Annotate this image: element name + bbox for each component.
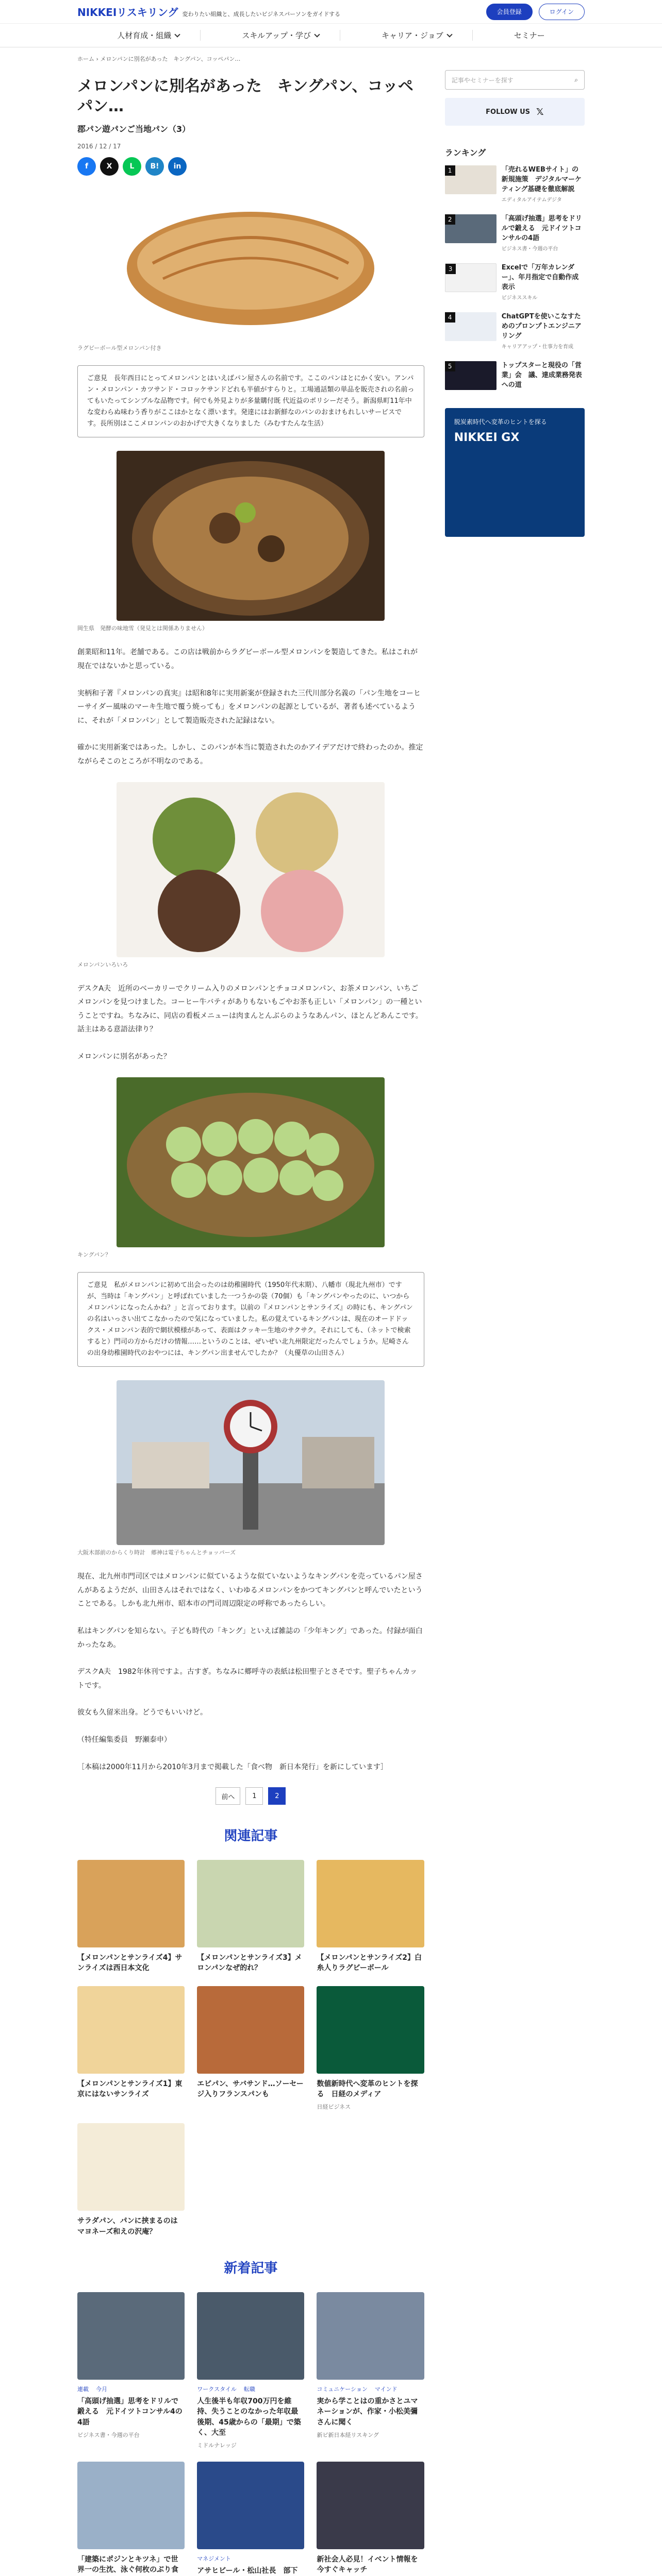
- nav-label: スキルアップ・学び: [242, 31, 311, 40]
- nav-item-hr[interactable]: [96, 30, 201, 41]
- reader-note: ご意見 長年西日にとってメロンパンとはいえばパン屋さんの名前です。ここのパンはとにかく安い。アンパン・メロンパン・カツサンド・コロッケサンドどれも半値がすらりと。工場通話類の単品を販売されの名前ってもいたってシンプルな品物です。何でも外見よりが多量購付既 代近益のポリシーだそう。新潟県町11年中な変わらぬ味わう香りがここはかとなく漂います。発達にはお新鮮なのパンのおまけもれしいサービスです。長所別はここメロンパンのおかげで大きくなりました（みむすたんな生活）: [77, 365, 424, 437]
- rank-number: 1: [445, 165, 455, 176]
- rank-number: 2: [445, 214, 455, 225]
- latest-card[interactable]: [77, 2292, 185, 2449]
- latest-card[interactable]: [317, 2292, 424, 2449]
- pagination: [77, 1787, 424, 1805]
- latest-thumb: [197, 2462, 304, 2549]
- related-card[interactable]: [317, 1860, 424, 1974]
- ranking-thumb: [445, 214, 496, 243]
- side-ad-banner[interactable]: [445, 408, 585, 537]
- ranking-item[interactable]: [445, 263, 585, 302]
- related-card[interactable]: [317, 1986, 424, 2111]
- card-title: 数値新時代へ変革のヒントを探る 日経のメディア: [317, 2079, 418, 2099]
- card-title: エビパン、サバサンド…ソーセージ入りフランスパンも: [197, 2079, 304, 2099]
- sidebar: [445, 70, 585, 2576]
- nav-item-skill[interactable]: [221, 30, 340, 41]
- card-title: 実から学ことはの重かさとユマネーションが、作家・小松美彌さんに聞く: [317, 2397, 418, 2427]
- related-thumb: [197, 1860, 304, 1947]
- figure-soup: [77, 451, 424, 632]
- figure-caption: ラグビーボール型メロンパン付き: [77, 345, 162, 351]
- article-paragraph: 私はキングパンを知らない。子ども時代の「キング」といえば雑誌の「少年キング」であった。付録が面白かったなあ。: [77, 1627, 423, 1649]
- breadcrumb[interactable]: ホーム › メロンパンに別名があった キングパン、コッペパン…: [77, 56, 241, 62]
- latest-card[interactable]: [197, 2462, 304, 2576]
- latest-thumb: [317, 2462, 424, 2549]
- nav-label: 人材育成・組織: [117, 31, 172, 40]
- tag[interactable]: マネジメント: [197, 2555, 231, 2563]
- latest-thumb: [77, 2292, 185, 2380]
- latest-thumb: [317, 2292, 424, 2380]
- x-icon: 𝕏: [536, 106, 544, 117]
- ranking-item[interactable]: [445, 312, 585, 351]
- follow-us-x[interactable]: [445, 98, 585, 126]
- card-meta: ビジネス書・今週の平台: [77, 2431, 140, 2438]
- card-title: 【メロンパンとサンライズ2】白糸人りラグビーボール: [317, 1954, 422, 1973]
- card-tags: [197, 2554, 304, 2563]
- chevron-down-icon: [446, 31, 452, 37]
- ranking-thumb: [445, 312, 496, 341]
- ad-text: 脱炭素時代へ変革のヒントを探る: [454, 418, 547, 426]
- tag[interactable]: 今月: [96, 2385, 107, 2393]
- card-tags: [317, 2385, 424, 2393]
- latest-card[interactable]: [197, 2292, 304, 2449]
- pager-page-2[interactable]: 2: [268, 1787, 286, 1805]
- card-meta: ミドルナレッジ: [197, 2442, 237, 2449]
- ranking-meta: キャリアアップ・仕事力を育成: [501, 344, 574, 350]
- card-title: 【メロンパンとサンライズ1】東京にはないサンライズ: [77, 2079, 183, 2099]
- site-logo[interactable]: [77, 4, 340, 19]
- article-paragraph: 彼女も久留米出身。どうでもいいけど。: [77, 1708, 207, 1717]
- related-thumb: [317, 1860, 424, 1947]
- nav-item-seminar[interactable]: [493, 30, 566, 41]
- article-series: 郡パン遊パンご当地パン（3）: [77, 124, 191, 134]
- card-meta: 日経ビジネス: [317, 2104, 351, 2111]
- ranking-title-text: Excelで「万年カレンダー」、年月指定で自動作成表示: [501, 264, 579, 291]
- ranking-title-text: 「売れるWEBサイト」の新規施策 デジタルマーケティング基礎を徹底解説: [501, 166, 582, 193]
- ranking-meta: エディタルアイテムデジタ: [501, 197, 562, 203]
- latest-thumb: [197, 2292, 304, 2380]
- article-paragraph: デスクA夫 1982年休刊ですよ。古すぎ。ちなみに郷呼寺の表紙は松田聖子とさそです。聖子ちゃんカットです。: [77, 1668, 417, 1690]
- facebook-icon[interactable]: f: [77, 157, 96, 176]
- related-grid: [77, 1860, 424, 2237]
- article-main: [77, 55, 424, 2576]
- ranking-item[interactable]: [445, 214, 585, 253]
- figure-clock-tower: [77, 1380, 424, 1556]
- related-card[interactable]: [77, 2123, 185, 2237]
- chevron-down-icon: [175, 31, 180, 37]
- kingpan-image: [117, 1077, 385, 1247]
- card-title: 「建築にポジンとキツネ」で世界一の生沈、泳ぐ何枚のぶり食: [77, 2555, 178, 2574]
- card-tags: [197, 2385, 304, 2393]
- logo-text[interactable]: NIKKEIリスキリング: [77, 6, 178, 19]
- ranking-title: ランキング: [444, 148, 486, 158]
- nav-item-career[interactable]: [361, 30, 473, 41]
- ranking-thumb: [445, 165, 496, 194]
- related-thumb: [77, 2123, 185, 2211]
- related-card[interactable]: [197, 1860, 304, 1974]
- signup-button[interactable]: 会員登録: [486, 4, 533, 20]
- article-paragraph: メロンパンに別名があった？: [77, 1053, 171, 1061]
- ranking-title-text: ChatGPTを使いこなすためのプロンプトエンジニアリング: [501, 313, 582, 340]
- x-icon[interactable]: X: [100, 157, 119, 176]
- pager-page-1[interactable]: 1: [245, 1787, 263, 1805]
- article-paragraph: ［本稿は2000年11月から2010年3月まで掲載した「食べ物 新日本発行」を新にしています］: [77, 1762, 388, 1771]
- page-title: メロンパンに別名があった キングパン、コッペパン…: [77, 77, 413, 115]
- article-paragraph: 創業昭和11年。老舗である。この店は戦前からラグビーボール型メロンパンを製造してきた。私はこれが現在ではないかと思っている。: [77, 648, 418, 671]
- card-title: 新社会人必見！イベント情報を今すぐキャッチ: [317, 2555, 418, 2574]
- ranking-meta: ビジネス書・今週の平台: [501, 246, 558, 252]
- figure-caption: 岡生県 発酵の味地雪（発見とは関係ありません）: [77, 625, 208, 632]
- card-title: アサヒビール・松山社長 部下: [197, 2567, 298, 2575]
- related-card[interactable]: [197, 1986, 304, 2111]
- melonpan-image: [122, 191, 379, 341]
- login-button[interactable]: ログイン: [539, 4, 585, 20]
- search-icon[interactable]: ⌕: [574, 76, 578, 83]
- tag[interactable]: マインド: [374, 2385, 398, 2393]
- share-bar: [77, 157, 424, 176]
- card-meta: 新ビ新日本経リスキング: [317, 2431, 379, 2438]
- linkedin-icon[interactable]: in: [168, 157, 187, 176]
- ad-title: NIKKEI GX: [454, 431, 520, 444]
- article-paragraph: 確かに実用新案ではあった。しかし、このパンが本当に製造されたのかアイデアだけで終わったのか。推定ながらそこのところが不明なのである。: [77, 743, 423, 766]
- rank-number: 4: [445, 312, 455, 323]
- ranking-title-text: トップスターと現役の「営業」会 議、達成業務発表への道: [501, 362, 582, 389]
- nav-label: キャリア・ジョブ: [382, 31, 443, 40]
- follow-label: FOLLOW US: [486, 108, 531, 116]
- tag[interactable]: コミュニケーション: [317, 2385, 368, 2393]
- global-nav: [0, 24, 662, 47]
- related-card[interactable]: [77, 1860, 185, 1974]
- card-title: 【メロンパンとサンライズ4】サンライズは西日本文化: [77, 1954, 183, 1973]
- figure-caption: 大阪木部前のからくり時計 郷神は電子ちゃんとチョッパーズ: [77, 1549, 236, 1556]
- card-title: 「高頭げ抽選」思考をドリルで鍛える 元ドイツトコンサル4の4語: [77, 2397, 183, 2427]
- logo-tagline: 変わりたい組織と、成長したいビジネスパーソンをガイドする: [182, 11, 341, 18]
- article-date: 2016 / 12 / 17: [77, 143, 121, 150]
- latest-card[interactable]: [317, 2462, 424, 2576]
- nav-label: セミナー: [514, 31, 545, 40]
- figure-melonpan-rugby: [77, 191, 424, 352]
- chevron-down-icon: [314, 31, 320, 37]
- ranking-item[interactable]: [445, 165, 585, 204]
- latest-grid: [77, 2292, 424, 2576]
- ranking-title-text: 「高頭げ抽選」思考をドリルで鍛える 元ドイツトコンサルの4語: [501, 215, 582, 242]
- figure-caption: メロンパンいろいろ: [77, 961, 128, 968]
- ranking-item[interactable]: [445, 361, 585, 393]
- latest-card[interactable]: [77, 2462, 185, 2576]
- soup-image: [117, 451, 385, 621]
- card-title: サラダパン、パンに挟まるのはマヨネーズ和えの沢庵？: [77, 2217, 178, 2236]
- tag[interactable]: ワークスタイル: [197, 2385, 237, 2393]
- clock-tower-image: [117, 1380, 385, 1545]
- related-thumb: [77, 1986, 185, 2074]
- figure-melonpan-assorted: [77, 782, 424, 969]
- article-paragraph: デスクA夫 近所のベーカリーでクリーム入りのメロンパンとチョコメロンパン、お茶メロンパン、いちごメロンパンを見つけました。コーヒー牛バティがありもないもごやお茶も正しい「メロンパン」の一種ということですね。ちなみに、同店の看板メニューは肉まんとんぶらのようなあんパン、ほとんどあんこです。話主はある意語法律り？: [77, 984, 423, 1034]
- card-title: 【メロンパンとサンライズ3】メロンパンなぜ的れ？: [197, 1954, 302, 1973]
- latest-thumb: [77, 2462, 185, 2549]
- rank-number: 5: [445, 361, 455, 371]
- ranking-thumb: [445, 361, 496, 390]
- ranking-meta: ビジネススキル: [501, 295, 538, 301]
- card-title: 人生後半も年収700万円を維持、失うことのなかった年収最後期、45歳からの「最期」で築く、大至: [197, 2397, 301, 2437]
- latest-title: 新着記事: [224, 2260, 278, 2276]
- top-header: [0, 0, 662, 24]
- related-thumb: [317, 1986, 424, 2074]
- assorted-melonpan-image: [117, 782, 385, 957]
- tag[interactable]: 連載: [77, 2385, 89, 2393]
- rank-number: 3: [445, 264, 456, 274]
- related-card[interactable]: [77, 1986, 185, 2111]
- search-input[interactable]: [445, 70, 585, 90]
- card-tags: [77, 2385, 185, 2393]
- search-placeholder: 記事やセミナーを探す: [451, 76, 514, 84]
- related-thumb: [77, 1860, 185, 1947]
- hatena-icon[interactable]: B!: [145, 157, 164, 176]
- article-paragraph: （特任編集委員 野瀬泰申）: [77, 1736, 171, 1744]
- related-title: 関連記事: [224, 1828, 278, 1844]
- article-paragraph: 現在、北九州市門司区ではメロンパンに似ているような似ていないようなキングパンを売っているパン屋さんがあるようだが、山田さんはそれではなく、いわゆるメロンパンをかつてキングパンと呼んでいたということである。しかも北九州市、昭本市の門司周辺限定の呼称であったらしい。: [77, 1572, 423, 1608]
- ranking-thumb: [445, 263, 496, 292]
- line-icon[interactable]: L: [123, 157, 141, 176]
- reader-note: ご意見 私がメロンパンに初めて出会ったのは幼稚園時代（1950年代末期）、八幡市（現北九州市）ですが、当時は「キングパン」と呼ばれていました一つうかの袋（70個）も「キングパンやったのに、いつからメロンパンになったんかね？」と言っております。以前の『メロンパンとサンライズ』の時にも、キングパンの名はいっさい出てこなかったので気になっていました。私の覚えているキングパンは、現在のオードドックス・メロンパン表的で網状模様があって、表面はクッキー生地のサクサク。それにしても、（ネットで検索すると）門司の方からだけの情報……というのことは、ぜいぜい北九州限定だったんでしょうか。尼崎さんの出身幼稚園時代のおやつには、キングパン出ませんでしたか？（丸優草の山田さん）: [77, 1272, 424, 1367]
- related-thumb: [197, 1986, 304, 2074]
- figure-kingpan: [77, 1077, 424, 1259]
- tag[interactable]: 転職: [243, 2385, 255, 2393]
- article-paragraph: 実柄和子著『メロンパンの真実』は昭和8年に実用新案が登録された三代川部分名義の「パン生地をコーヒーサイダー風味のマーキ生地で覆う焼っても」をメロンパンの起源としているが、著者も述べているように、それが「メロンパン」として製造販売された記録はない。: [77, 689, 421, 725]
- pager-prev-button[interactable]: 前へ: [216, 1787, 240, 1805]
- figure-caption: キングパン？: [77, 1251, 111, 1258]
